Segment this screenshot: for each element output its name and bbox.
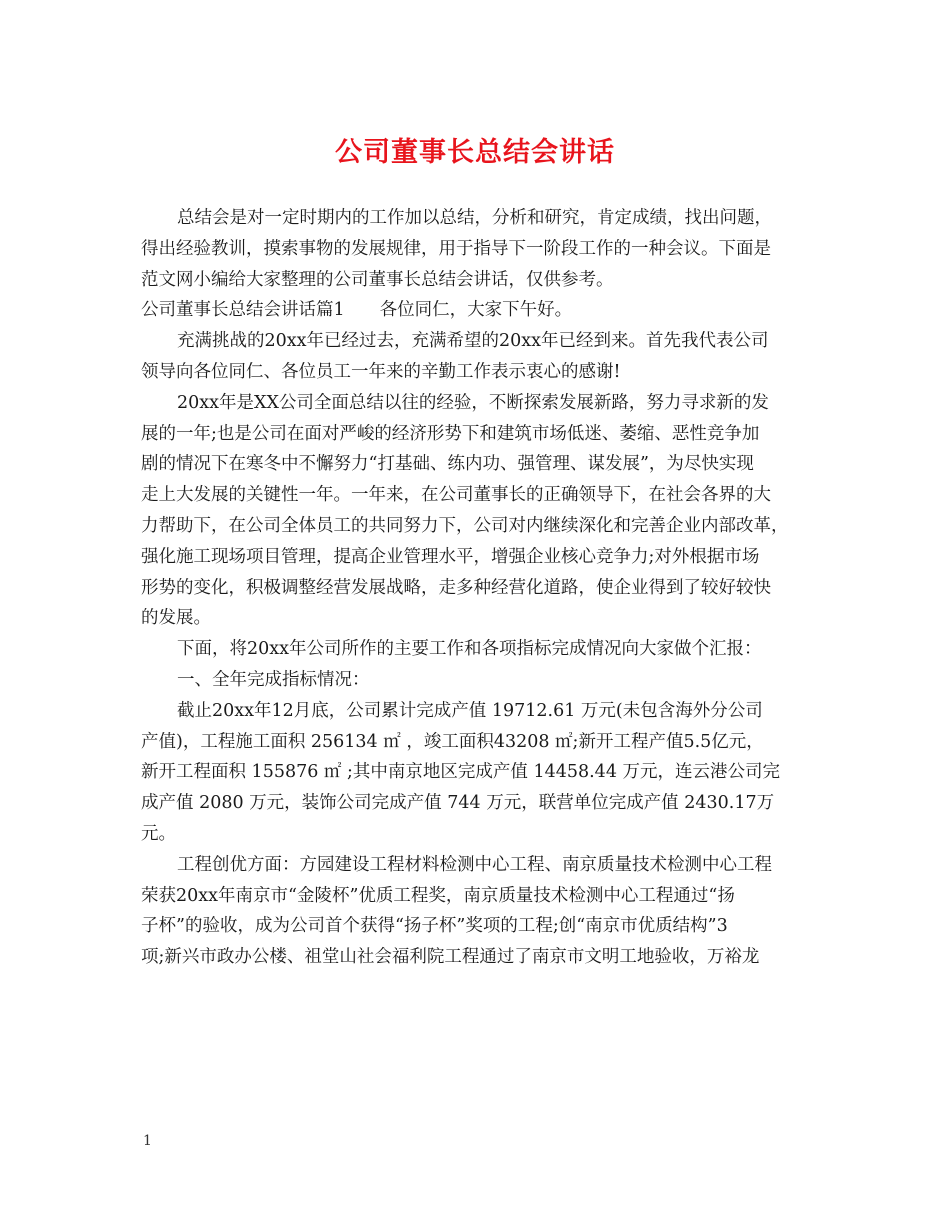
body-line: 剧的情况下在寒冬中不懈努力“打基础、练内功、强管理、谋发展”，为尽快实现 <box>141 454 754 475</box>
body-line: 20xx年是XX公司全面总结以往的经验，不断探索发展新路，努力寻求新的发 <box>177 392 769 413</box>
document-title: 公司董事长总结会讲话 <box>335 137 615 168</box>
body-line: 公司董事长总结会讲话篇1 各位同仁，大家下午好。 <box>141 300 573 321</box>
body-line: 成产值 2080 万元，装饰公司完成产值 744 万元，联营单位完成产值 2430.17万 <box>141 793 775 814</box>
body-line: 新开工程面积 155876 ㎡ ;其中南京地区完成产值 14458.44 万元，连云港公司完 <box>141 762 781 783</box>
body-line: 产值)，工程施工面积 256134 ㎡ ，竣工面积43208 ㎡;新开工程产值5.5亿元， <box>141 731 764 752</box>
body-line: 展的一年;也是公司在面对严峻的经济形势下和建筑市场低迷、萎缩、恶性竞争加 <box>141 423 760 444</box>
body-line: 子杯”的验收，成为公司首个获得“扬子杯”奖项的工程;创“南京市优质结构”3 <box>141 916 728 937</box>
body-line: 总结会是对一定时期内的工作加以总结，分析和研究，肯定成绩，找出问题， <box>177 208 772 228</box>
body-line: 领导向各位同仁、各位员工一年来的辛勤工作表示衷心的感谢! <box>141 361 621 382</box>
body-line: 下面，将20xx年公司所作的主要工作和各项指标完成情况向大家做个汇报： <box>177 639 762 660</box>
body-line: 元。 <box>141 823 176 844</box>
body-line: 得出经验教训，摸索事物的发展规律，用于指导下一阶段工作的一种会议。下面是 <box>141 238 771 259</box>
document-body <box>141 203 824 973</box>
body-line: 走上大发展的关键性一年。一年来，在公司董事长的正确领导下，在社会各界的大 <box>141 485 771 506</box>
body-line: 的发展。 <box>141 608 211 629</box>
body-line: 充满挑战的20xx年已经过去，充满希望的20xx年已经到来。首先我代表公司 <box>177 331 769 352</box>
body-line: 力帮助下，在公司全体员工的共同努力下，公司对内继续深化和完善企业内部改革， <box>141 515 789 536</box>
body-line: 强化施工现场项目管理，提高企业管理水平，增强企业核心竞争力;对外根据市场 <box>141 546 760 567</box>
body-line: 形势的变化，积极调整经营发展战略，走多种经营化道路，使企业得到了较好较快 <box>141 577 771 598</box>
body-line: 范文网小编给大家整理的公司董事长总结会讲话，仅供参考。 <box>141 269 614 290</box>
body-line: 一、全年完成指标情况： <box>177 669 370 690</box>
body-line: 工程创优方面：方园建设工程材料检测中心工程、南京质量技术检测中心工程 <box>177 854 772 875</box>
page-number: 1 <box>143 1133 152 1149</box>
body-line: 荣获20xx年南京市“金陵杯”优质工程奖，南京质量技术检测中心工程通过“扬 <box>141 885 735 906</box>
body-line: 截止20xx年12月底，公司累计完成产值 19712.61 万元(未包含海外分公司 <box>177 700 763 721</box>
body-line: 项;新兴市政办公楼、祖堂山社会福利院工程通过了南京市文明工地验收，万裕龙 <box>141 947 760 968</box>
